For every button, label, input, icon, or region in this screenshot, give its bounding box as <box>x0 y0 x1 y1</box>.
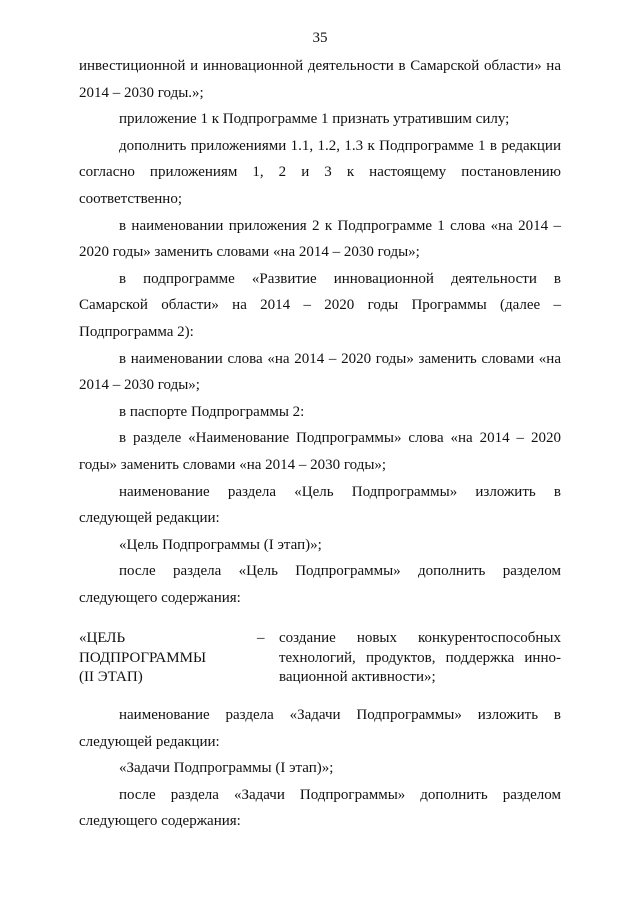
goal-text-line: технологий, продуктов, поддержка инно- <box>279 649 561 666</box>
paragraph: наименование раздела «Цель Подпрограммы» изложить в следующей редакции: <box>79 483 561 527</box>
goal-label-line: «ЦЕЛЬ <box>79 630 126 647</box>
paragraph: приложение 1 к Подпрограмме 1 признать утратившим силу; <box>119 111 510 128</box>
paragraph: после раздела «Цель Подпрограммы» дополнить разделом следующего содержания: <box>79 563 561 606</box>
goal-dash: – <box>257 630 265 647</box>
goal-text <box>279 629 561 688</box>
paragraph: наименование раздела «Задачи Подпрограммы» изложить в следующей редакции: <box>79 706 561 750</box>
goal-label-line: (II ЭТАП) <box>79 669 143 686</box>
paragraph: в подпрограмме «Развитие инновационной деятельности в Самарской области» на 2014 – 2020 годы Программы (далее – Подпрограмма 2): <box>79 270 561 340</box>
paragraph: «Цель Подпрограммы (I этап)»; <box>119 536 322 553</box>
paragraph: в паспорте Подпрограммы 2: <box>119 403 305 420</box>
paragraph: «Задачи Подпрограммы (I этап)»; <box>119 760 334 777</box>
goal-stage-2-block <box>79 629 561 688</box>
paragraph: дополнить приложениями 1.1, 1.2, 1.3 к Подпрограмме 1 в редакции согласно приложениям 1, 2 и 3 к настоящему постановлению соответственно; <box>79 137 561 207</box>
paragraph: инвестиционной и инновационной деятельности в Самарской области» на 2014 – 2030 годы.»; <box>79 58 561 101</box>
goal-text-line: вационной активности»; <box>279 669 436 686</box>
goal-label <box>79 629 257 688</box>
page-number: 35 <box>312 30 328 46</box>
paragraph: в наименовании приложения 2 к Подпрограмме 1 слова «на 2014 – 2020 годы» заменить словами «на 2014 – 2030 годы»; <box>79 217 561 261</box>
paragraph: в разделе «Наименование Подпрограммы» слова «на 2014 – 2020 годы» заменить словами «на 2014 – 2030 годы»; <box>79 430 561 473</box>
paragraph: после раздела «Задачи Подпрограммы» дополнить разделом следующего содержания: <box>79 786 561 830</box>
document-body <box>79 53 561 835</box>
paragraph: в наименовании слова «на 2014 – 2020 годы» заменить словами «на 2014 – 2030 годы»; <box>79 350 561 394</box>
goal-label-line: ПОДПРОГРАММЫ <box>79 649 207 666</box>
goal-text-line: создание новых конкурентоспособных <box>279 630 561 647</box>
